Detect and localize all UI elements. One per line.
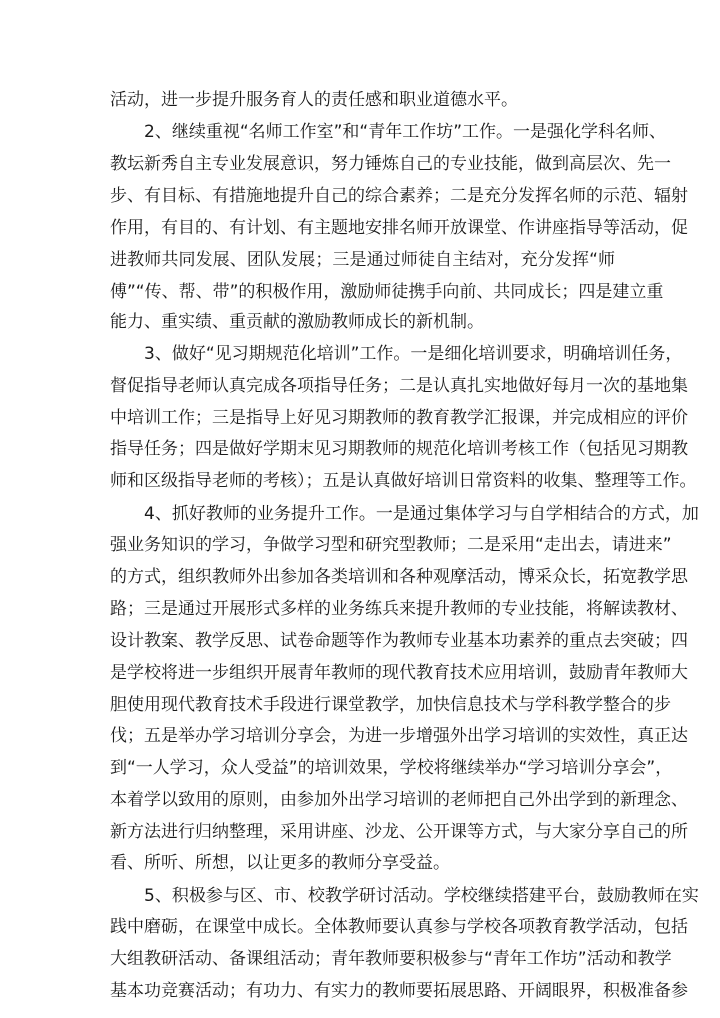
text-line: 看、所听、所想，以让更多的教师分享受益。 <box>110 853 450 873</box>
text-line: 是学校将进一步组织开展青年教师的现代教育技术应用培训，鼓励青年教师大 <box>110 663 688 683</box>
text-line: 教坛新秀自主专业发展意识，努力锤炼自己的专业技能，做到高层次、先一 <box>110 154 671 174</box>
text-line: 步、有目标、有措施地提升自己的综合素养；二是充分发挥名师的示范、辐射 <box>110 186 688 206</box>
text-line: 进教师共同发展、团队发展；三是通过师徒自主结对，充分发挥“师 <box>110 250 615 270</box>
text-line: 设计教案、教学反思、试卷命题等作为教师专业基本功素养的重点去突破；四 <box>110 631 688 651</box>
text-line: 师和区级指导老师的考核）；五是认真做好培训日常资料的收集、整理等工作。 <box>110 471 697 491</box>
text-line: 傅”“传、帮、带”的积极作用，激励师徒携手向前、共同成长；四是建立重 <box>110 282 664 302</box>
text-line: 强业务知识的学习，争做学习型和研究型教师；二是采用“走出去，请进来” <box>110 535 672 555</box>
text-line: 到“一人学习，众人受益”的培训效果，学校将继续举办“学习培训分享会”， <box>110 758 673 778</box>
text-line: 督促指导老师认真完成各项指导任务；二是认真扎实地做好每月一次的基地集 <box>110 376 688 396</box>
text-line: 大组教研活动、备课组活动；青年教师要积极参与“青年工作坊”活动和教学 <box>110 949 672 969</box>
text-line: 基本功竞赛活动；有功力、有实力的教师要拓展思路、开阔眼界，积极准备参 <box>110 981 688 1001</box>
text-line: 能力、重实绩、重贡献的激励教师成长的新机制。 <box>110 312 484 332</box>
paragraph-5-heading-line: 5、积极参与区、市、校教学研讨活动。学校继续搭建平台，鼓励教师在实 <box>144 886 699 906</box>
text-line: 作用，有目的、有计划、有主题地安排名师开放课堂、作讲座指导等活动，促 <box>110 218 688 238</box>
text-line: 伐；五是举办学习培训分享会，为进一步增强外出学习培训的实效性，真正达 <box>110 726 688 746</box>
paragraph-4-heading-line: 4、抓好教师的业务提升工作。一是通过集体学习与自学相结合的方式，加 <box>144 504 699 524</box>
text-line: 中培训工作；三是指导上好见习期教师的教育教学汇报课，并完成相应的评价 <box>110 408 688 428</box>
paragraph-2-heading-line: 2、继续重视“名师工作室”和“青年工作坊”工作。一是强化学科名师、 <box>144 122 667 142</box>
text-line: 路；三是通过开展形式多样的业务练兵来提升教师的专业技能，将解读教材、 <box>110 599 688 619</box>
text-line: 胆使用现代教育技术手段进行课堂教学，加快信息技术与学科教学整合的步 <box>110 695 671 715</box>
paragraph-3-heading-line: 3、做好“见习期规范化培训”工作。一是细化培训要求，明确培训任务， <box>144 344 683 364</box>
text-line: 指导任务；四是做好学期末见习期教师的规范化培训考核工作（包括见习期教 <box>110 439 688 459</box>
text-line: 的方式，组织教师外出参加各类培训和各种观摩活动，博采众长，拓宽教学思 <box>110 567 688 587</box>
text-line: 本着学以致用的原则，由参加外出学习培训的老师把自己外出学到的新理念、 <box>110 790 688 810</box>
text-line: 新方法进行归纳整理，采用讲座、沙龙、公开课等方式，与大家分享自己的所 <box>110 822 688 842</box>
text-line: 践中磨砺，在课堂中成长。全体教师要认真参与学校各项教育教学活动，包括 <box>110 917 688 937</box>
text-line: 活动，进一步提升服务育人的责任感和职业道德水平。 <box>110 90 518 110</box>
